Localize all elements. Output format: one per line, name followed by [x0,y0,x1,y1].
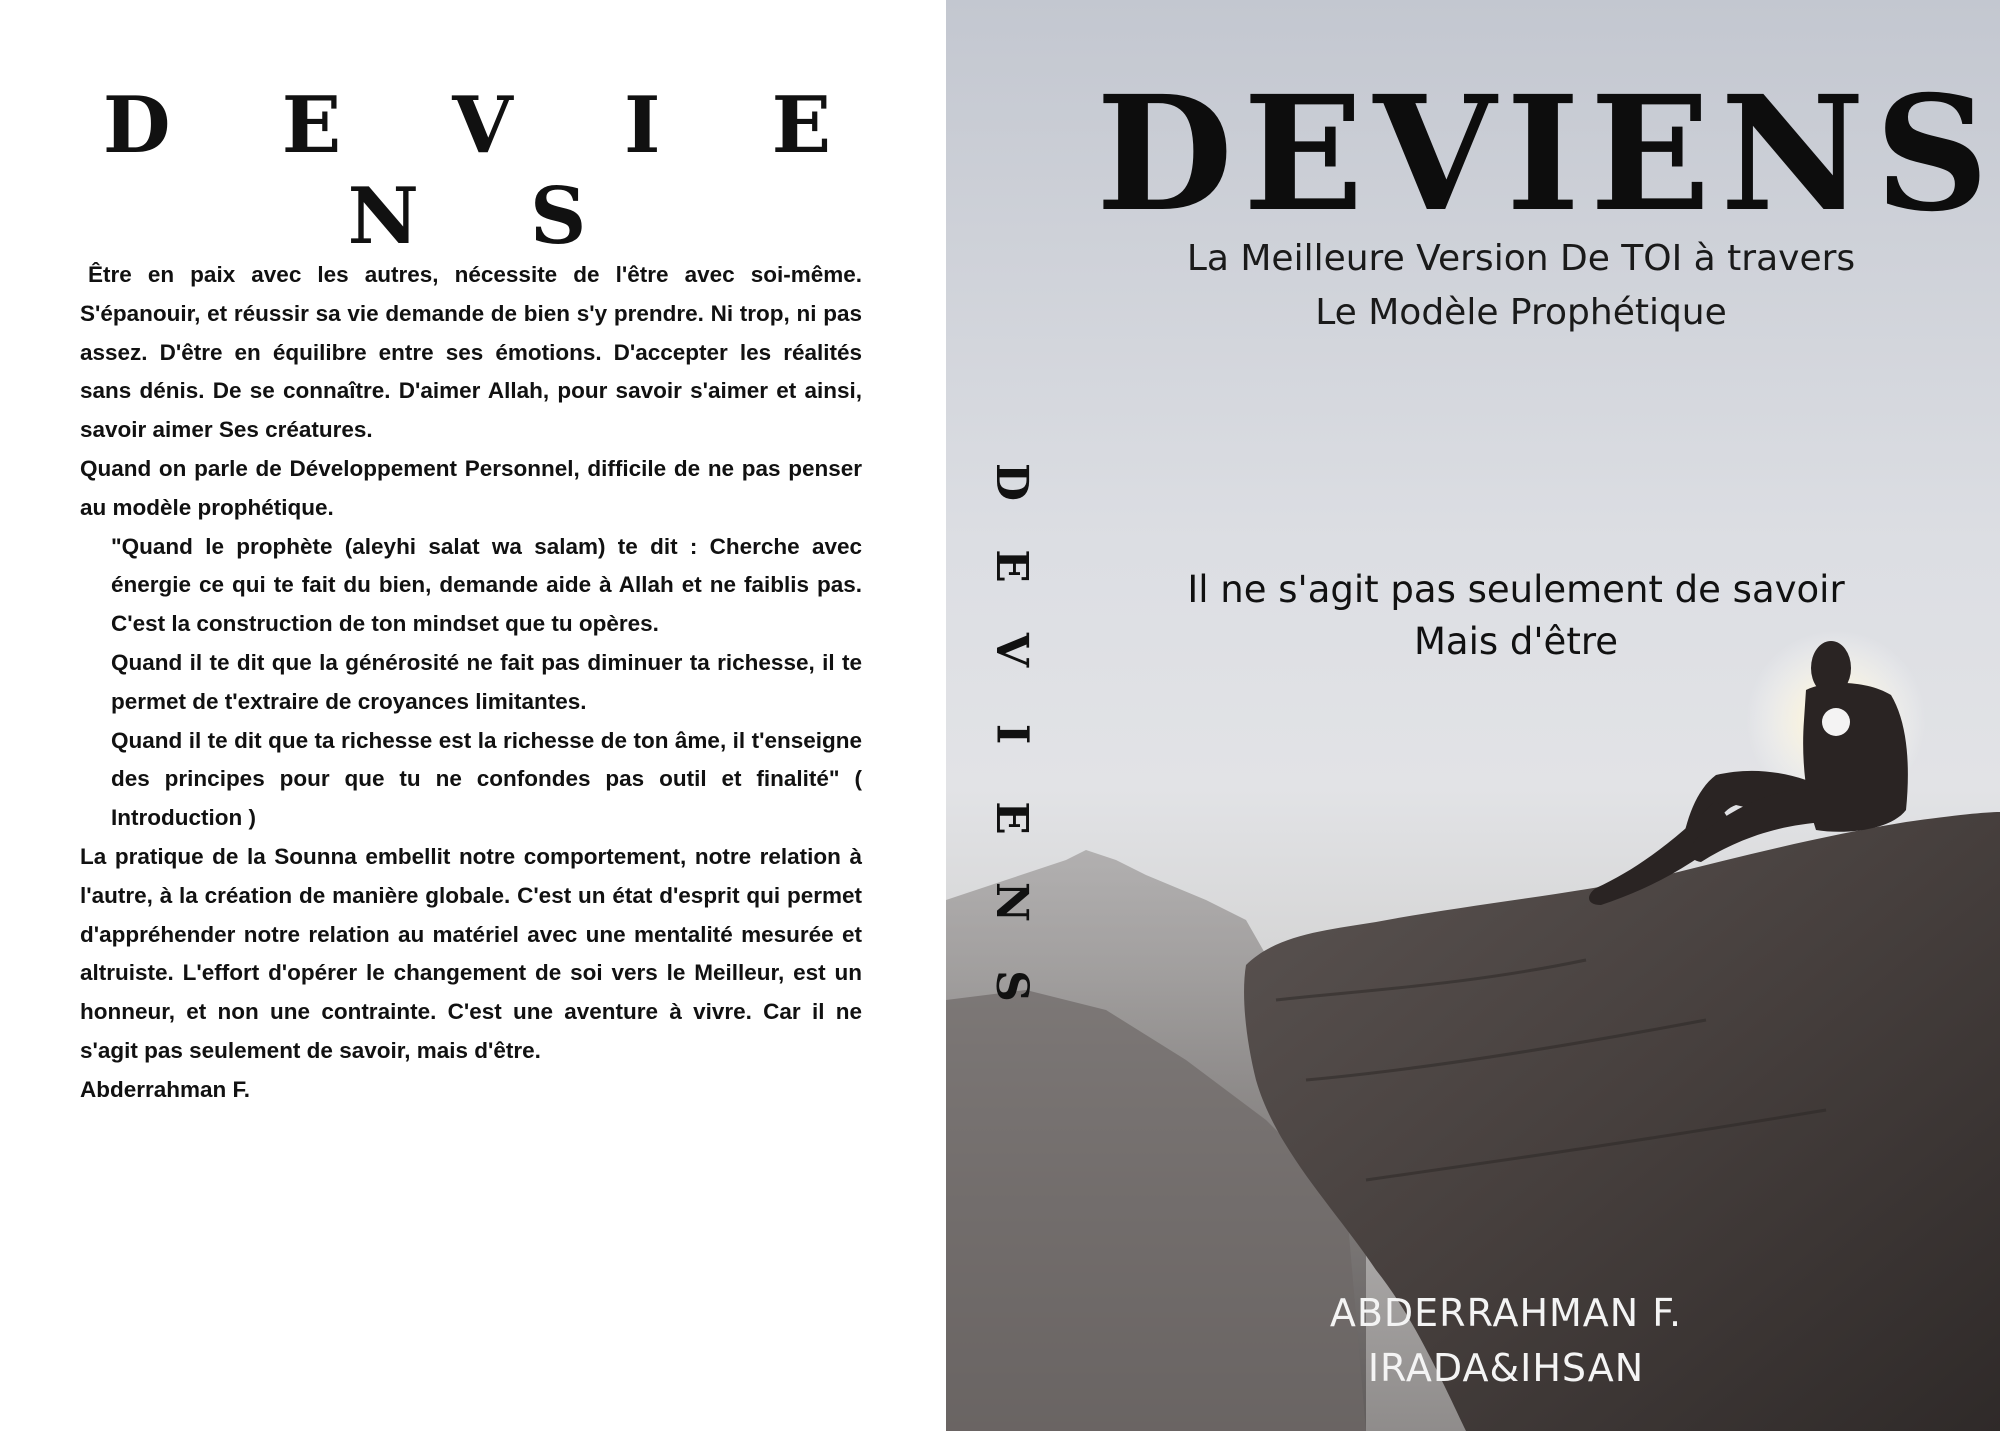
spine-letter: E [985,549,1037,583]
author-block [1146,1286,1866,1396]
spine-title [976,440,1046,1028]
spine-letter: D [986,462,1037,502]
spine-letter: E [985,801,1037,835]
blurb-quote-paragraph: "Quand le prophète (aleyhi salat wa salam) te dit : Cherche avec énergie ce qui te fait du bien, demande aide à Allah et ne faiblis pas. C'est la construction de ton mindset que tu opères. [111,533,862,637]
blurb-paragraph: Être en paix avec les autres, nécessite de l'être avec soi-même. S'épanouir, et réussir sa vie demande de bien s'y prendre. Ni trop, ni pas assez. D'être en équilibre entre ses émotions. D'accepter les réalités sans dénis. De se connaître. D'aimer Allah, pour savoir s'aimer et ainsi, savoir aimer Ses créatures. [80,262,862,443]
front-cover [946,0,2000,1431]
back-cover-blurb [80,256,862,1110]
blurb-paragraph: La pratique de la Sounna embellit notre comportement, notre relation à l'autre, à la création de manière globale. C'est un état d'esprit qui permet d'appréhender notre relation au matériel avec une mentalité mesurée et altruiste. L'effort d'opérer le changement de soi vers le Meilleur, est un honneur, et non une contrainte. C'est une aventure à vivre. Car il ne s'agit pas seulement de savoir, mais d'être. [80,843,862,1063]
blurb-signature: Abderrahman F. [80,1076,251,1102]
tagline-line: Il ne s'agit pas seulement de savoir [1187,568,1845,611]
front-cover-subtitle [1076,232,1966,340]
blurb-paragraph: Quand on parle de Développement Personnel, difficile de ne pas penser au modèle prophétique. [80,455,862,520]
spine-letter: N [986,881,1037,923]
spine-letter: S [986,970,1037,1002]
spine-letter: I [986,723,1037,745]
subtitle-line: La Meilleure Version De TOI à travers [1186,238,1856,279]
author-name: ABDERRAHMAN F. [1329,1291,1683,1335]
tagline-line: Mais d'être [1413,620,1618,663]
blurb-quote-paragraph: Quand il te dit que la générosité ne fait pas diminuer ta richesse, il te permet de t'extraire de croyances limitantes. [111,649,862,714]
front-cover-title: DEVIENS [1096,62,1999,247]
back-cover [0,0,946,1431]
back-cover-title: D E V I E N S [102,80,874,262]
front-cover-tagline [1096,564,1936,668]
spine-letter: V [985,632,1037,668]
blurb-quote-paragraph: Quand il te dit que ta richesse est la richesse de ton âme, il t'enseigne des principes pour que tu ne confondes pas outil et finalité" ( Introduction ) [111,727,862,831]
publisher-name: IRADA&IHSAN [1367,1346,1645,1390]
subtitle-line: Le Modèle Prophétique [1315,292,1727,333]
